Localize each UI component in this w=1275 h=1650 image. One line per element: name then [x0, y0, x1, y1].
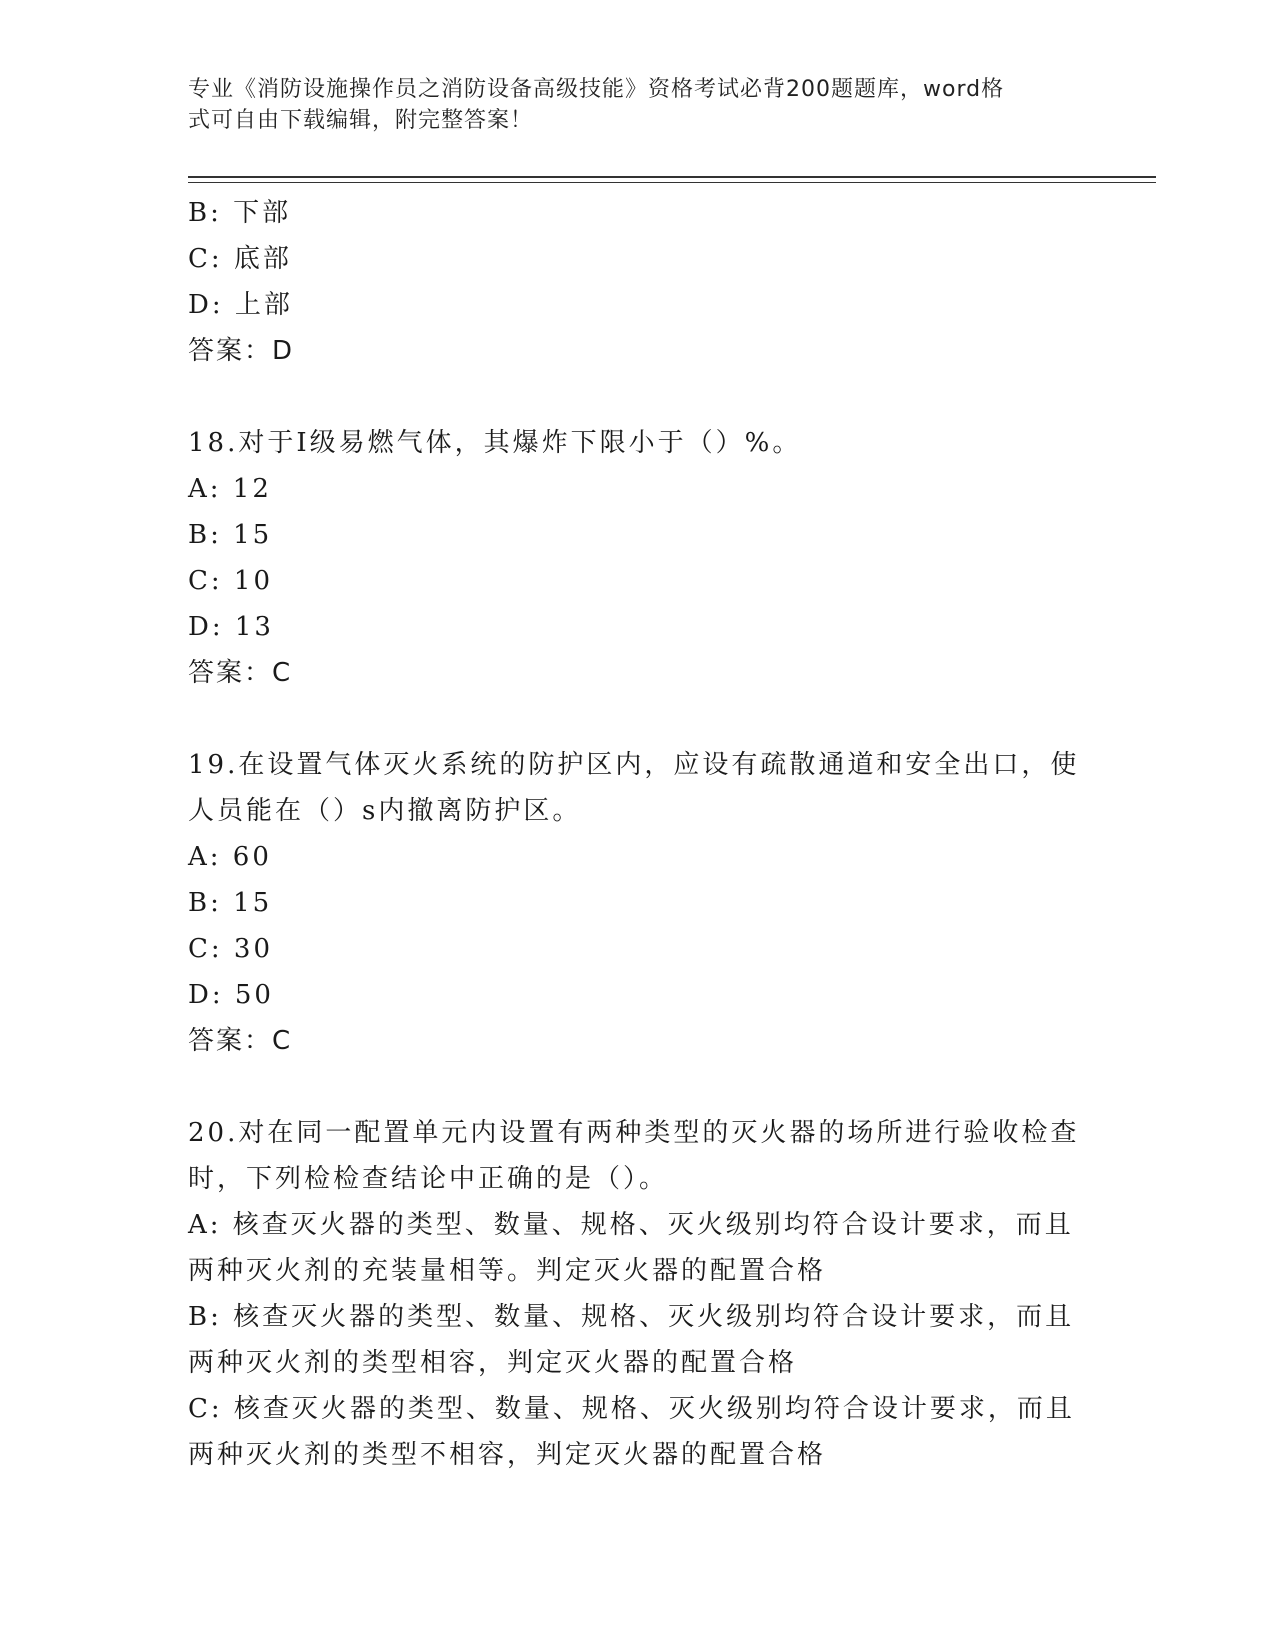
header-divider-thick	[188, 176, 1156, 178]
header-line-1: 专业《消防设施操作员之消防设备高级技能》资格考试必背200题题库，word格	[188, 77, 1005, 102]
q20-stem-line-2: 时，下列检检查结论中正确的是（）。	[188, 1164, 669, 1194]
document-header	[188, 74, 1068, 136]
prev-option-d: D: 上部	[188, 290, 293, 320]
q18-stem: 18.对于Ⅰ级易燃气体，其爆炸下限小于（）%。	[188, 428, 802, 458]
spacer	[188, 1064, 1088, 1110]
prev-answer: 答案：D	[188, 336, 295, 366]
q18-option-d: D: 13	[188, 612, 274, 642]
q19-option-b: B: 15	[188, 888, 273, 918]
spacer	[188, 696, 1088, 742]
q19-answer: 答案：C	[188, 1026, 293, 1056]
question-content	[188, 190, 1088, 1478]
q20-stem-line-1: 20.对在同一配置单元内设置有两种类型的灭火器的场所进行验收检查	[188, 1118, 1080, 1148]
q18-answer: 答案：C	[188, 658, 293, 688]
q20-option-b-line-2: 两种灭火剂的类型相容，判定灭火器的配置合格	[188, 1348, 798, 1378]
q18-option-c: C: 10	[188, 566, 274, 596]
q20-option-c-line-1: C: 核查灭火器的类型、数量、规格、灭火级别均符合设计要求，而且	[188, 1394, 1075, 1424]
q20-option-a-line-1: A: 核查灭火器的类型、数量、规格、灭火级别均符合设计要求，而且	[188, 1210, 1074, 1240]
header-line-2: 式可自由下载编辑，附完整答案！	[188, 108, 534, 133]
q20-option-b-line-1: B: 核查灭火器的类型、数量、规格、灭火级别均符合设计要求，而且	[188, 1302, 1075, 1332]
q19-stem-line-2: 人员能在（）s内撤离防护区。	[188, 796, 582, 826]
q19-option-a: A: 60	[188, 842, 272, 872]
spacer	[188, 374, 1088, 420]
q19-option-c: C: 30	[188, 934, 274, 964]
q18-option-b: B: 15	[188, 520, 273, 550]
header-divider-thin	[188, 182, 1156, 183]
q18-option-a: A: 12	[188, 474, 272, 504]
prev-option-c: C: 底部	[188, 244, 292, 274]
prev-option-b: B: 下部	[188, 198, 292, 228]
q19-option-d: D: 50	[188, 980, 274, 1010]
q20-option-a-line-2: 两种灭火剂的充装量相等。判定灭火器的配置合格	[188, 1256, 827, 1286]
q19-stem-line-1: 19.在设置气体灭火系统的防护区内，应设有疏散通道和安全出口，使	[188, 750, 1080, 780]
q20-option-c-line-2: 两种灭火剂的类型不相容，判定灭火器的配置合格	[188, 1440, 827, 1470]
